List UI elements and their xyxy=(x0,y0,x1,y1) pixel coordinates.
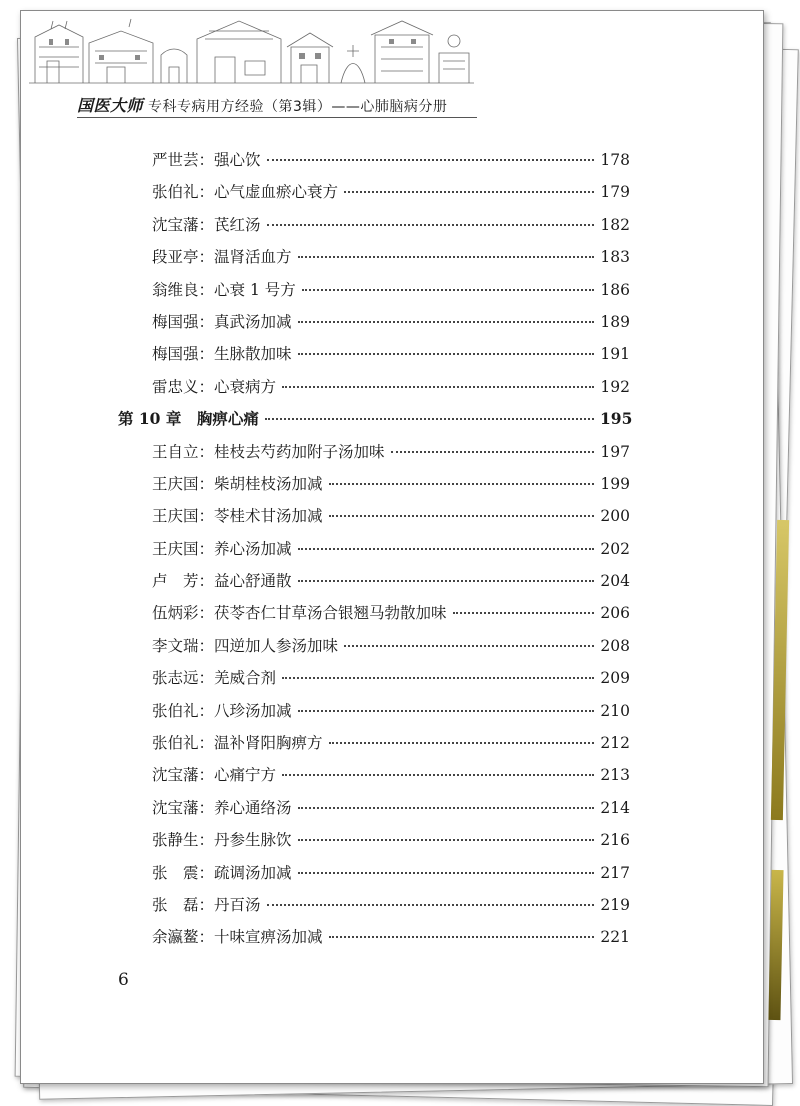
toc-formula-name: 温肾活血方 xyxy=(214,248,292,267)
dot-leader xyxy=(298,255,594,258)
toc-formula-name: 强心饮 xyxy=(214,151,261,169)
toc-entry-row xyxy=(118,925,630,957)
page-number: 6 xyxy=(118,970,129,990)
dot-leader xyxy=(265,417,594,420)
toc-separator: ： xyxy=(198,604,215,623)
toc-author: 李文瑞 xyxy=(152,636,199,655)
toc-entry-title xyxy=(152,180,338,202)
dot-leader xyxy=(298,547,594,550)
toc-page-number: 204 xyxy=(600,572,630,591)
toc-page-number: 195 xyxy=(600,409,633,429)
toc-author: 张伯礼 xyxy=(152,183,199,202)
toc-author: 王庆国 xyxy=(152,507,199,526)
toc-page-number: 216 xyxy=(600,831,630,850)
toc-author: 雷忠义 xyxy=(152,377,199,396)
toc-separator: ： xyxy=(198,928,215,947)
toc-entry-title xyxy=(152,537,292,559)
dot-leader xyxy=(391,450,594,453)
toc-page-number: 200 xyxy=(600,507,630,526)
toc-formula-name: 桂枝去芍药加附子汤加味 xyxy=(214,442,385,461)
toc-page-number: 214 xyxy=(600,798,630,817)
toc-chapter-row xyxy=(118,407,633,439)
toc-formula-name: 八珍汤加减 xyxy=(214,701,292,720)
toc-formula-name: 真武汤加减 xyxy=(214,312,292,331)
toc-formula-name: 四逆加人参汤加味 xyxy=(214,636,339,655)
toc-separator: ： xyxy=(198,151,215,169)
toc-entry-row xyxy=(118,310,630,342)
toc-entry-title xyxy=(152,699,292,721)
toc-formula-name: 心衰病方 xyxy=(214,377,277,396)
toc-entry-row xyxy=(118,634,630,666)
toc-author: 王庆国 xyxy=(152,474,199,493)
toc-entry-row xyxy=(118,699,630,731)
toc-entry-row xyxy=(118,893,630,925)
toc-entry-title xyxy=(152,472,323,494)
toc-page-number: 197 xyxy=(600,442,630,461)
dot-leader xyxy=(298,838,594,841)
toc-entry-row xyxy=(118,504,630,536)
toc-author: 张 磊 xyxy=(152,895,199,914)
toc-entry-title xyxy=(118,407,259,429)
toc-author: 卢 芳 xyxy=(152,572,199,591)
toc-entry-row xyxy=(118,763,630,795)
dot-leader xyxy=(282,385,594,388)
toc-author: 沈宝藩 xyxy=(152,215,199,234)
toc-separator: ： xyxy=(198,766,215,785)
toc-separator: ： xyxy=(198,895,215,914)
toc-separator: ： xyxy=(198,377,215,396)
toc-formula-name: 心气虚血瘀心衰方 xyxy=(214,183,339,202)
dot-leader xyxy=(344,190,594,193)
header-illustration xyxy=(29,17,474,85)
toc-separator xyxy=(181,409,197,428)
dot-leader xyxy=(329,935,594,938)
toc-entry-row xyxy=(118,245,630,277)
toc-separator: ： xyxy=(198,345,215,364)
toc-separator: ： xyxy=(198,507,215,526)
toc-entry-title xyxy=(152,861,292,883)
toc-author: 王自立 xyxy=(152,442,199,461)
toc-entry-title xyxy=(152,796,292,818)
toc-entry-row xyxy=(118,601,630,633)
toc-entry-title xyxy=(152,666,276,688)
toc-entry-row xyxy=(118,375,630,407)
toc-separator: ： xyxy=(198,280,215,299)
toc-entry-title xyxy=(152,310,292,332)
dot-leader xyxy=(302,288,594,291)
toc-formula-name: 生脉散加味 xyxy=(214,345,292,364)
toc-formula-name: 柴胡桂枝汤加减 xyxy=(214,474,323,493)
dot-leader xyxy=(267,158,594,161)
toc-page-number: 191 xyxy=(600,345,630,364)
toc-page-number: 210 xyxy=(600,701,630,720)
book-subtitle: 专科专病用方经验（第3辑）——心肺脑病分册 xyxy=(147,99,448,115)
toc-formula-name: 疏调汤加减 xyxy=(214,863,292,882)
dot-leader xyxy=(298,709,594,712)
toc-entry-row xyxy=(118,731,630,763)
toc-entry-title xyxy=(152,634,338,656)
toc-entry-row xyxy=(118,796,630,828)
toc-formula-name: 芪红汤 xyxy=(214,215,261,234)
toc-page-number: 219 xyxy=(600,895,630,914)
toc-author: 梅国强 xyxy=(152,345,199,364)
toc-separator: ： xyxy=(198,539,215,558)
toc-entry-row xyxy=(118,569,630,601)
dot-leader xyxy=(298,871,594,874)
toc-author: 张志远 xyxy=(152,669,199,688)
dot-leader xyxy=(344,644,594,647)
toc-page-number: 206 xyxy=(600,604,630,623)
toc-entry-row xyxy=(118,666,630,698)
toc-author: 翁维良 xyxy=(152,280,199,299)
toc-entry-title xyxy=(152,245,292,267)
toc-author: 余瀛鳌 xyxy=(152,928,199,947)
toc-page-number: 183 xyxy=(600,248,630,267)
toc-formula-name: 心衰 1 号方 xyxy=(214,280,296,299)
toc-author: 张 震 xyxy=(152,863,199,882)
toc-entry-row xyxy=(118,861,630,893)
toc-separator: ： xyxy=(198,863,215,882)
toc-entry-row xyxy=(118,278,630,310)
header-rule xyxy=(77,117,477,118)
toc-entry-title xyxy=(152,504,323,526)
toc-author: 张静生 xyxy=(152,831,199,850)
toc-entry-title xyxy=(152,731,323,753)
toc-entry-title xyxy=(152,440,385,462)
toc-formula-name: 心痛宁方 xyxy=(214,766,277,785)
toc-entry-title xyxy=(152,375,276,397)
dot-leader xyxy=(267,223,594,226)
toc-separator: ： xyxy=(198,669,215,688)
toc-entry-title xyxy=(152,213,261,235)
toc-formula-name: 丹百汤 xyxy=(214,895,261,914)
toc-entry-row xyxy=(118,440,630,472)
toc-formula-name: 养心汤加减 xyxy=(214,539,292,558)
toc-separator: ： xyxy=(198,734,215,753)
toc-page-number: 182 xyxy=(600,215,630,234)
toc-author: 段亚亭 xyxy=(152,248,199,267)
toc-author: 王庆国 xyxy=(152,539,199,558)
chapter-title: 胸痹心痛 xyxy=(196,409,259,429)
toc-entry-title xyxy=(152,925,323,947)
toc-entry-row xyxy=(118,342,630,374)
toc-page-number: 209 xyxy=(600,669,630,688)
dot-leader xyxy=(298,806,594,809)
toc-entry-row xyxy=(118,148,630,180)
toc-separator: ： xyxy=(198,442,215,461)
toc-page-number: 179 xyxy=(600,183,630,202)
dot-leader xyxy=(453,611,594,614)
dot-leader xyxy=(267,903,594,906)
toc-page-number: 212 xyxy=(600,734,630,753)
toc-entry-row xyxy=(118,472,630,504)
toc-separator: ： xyxy=(198,636,215,655)
toc-formula-name: 苓桂术甘汤加减 xyxy=(214,507,323,526)
toc-page-number: 202 xyxy=(600,539,630,558)
toc-entry-title xyxy=(152,893,261,915)
toc-formula-name: 丹参生脉饮 xyxy=(214,831,292,850)
toc-author: 严世芸 xyxy=(152,151,199,169)
dot-leader xyxy=(329,482,594,485)
toc-entry-title xyxy=(152,601,447,623)
toc-page-number: 192 xyxy=(600,377,630,396)
toc-formula-name: 养心通络汤 xyxy=(214,798,292,817)
toc-author: 张伯礼 xyxy=(152,701,199,720)
running-header xyxy=(77,93,477,116)
dot-leader xyxy=(298,352,594,355)
toc-formula-name: 羌威合剂 xyxy=(214,669,277,688)
dot-leader xyxy=(298,320,594,323)
toc-formula-name: 十味宣痹汤加减 xyxy=(214,928,323,947)
toc-entry-title xyxy=(152,763,276,785)
toc-formula-name: 益心舒通散 xyxy=(214,572,292,591)
toc-entry-row xyxy=(118,537,630,569)
toc-entry-row xyxy=(118,213,630,245)
toc-separator: ： xyxy=(198,572,215,591)
toc-entry-row xyxy=(118,180,630,212)
toc-separator: ： xyxy=(198,248,215,267)
toc-separator: ： xyxy=(198,215,215,234)
toc-author: 沈宝藩 xyxy=(152,798,199,817)
toc-entry-row xyxy=(118,828,630,860)
table-of-contents xyxy=(118,148,633,958)
toc-page-number: 186 xyxy=(600,280,630,299)
toc-entry-title xyxy=(152,148,261,170)
toc-entry-title xyxy=(152,569,292,591)
toc-page-number: 178 xyxy=(600,151,630,169)
toc-author: 梅国强 xyxy=(152,312,199,331)
toc-separator: ： xyxy=(198,701,215,720)
chapter-number: 第 10 章 xyxy=(118,409,182,429)
dot-leader xyxy=(329,741,594,744)
toc-page-number: 213 xyxy=(600,766,630,785)
dot-leader xyxy=(282,773,594,776)
dot-leader xyxy=(282,676,594,679)
toc-page-number: 199 xyxy=(600,474,630,493)
toc-entry-title xyxy=(152,278,296,300)
toc-page-number: 189 xyxy=(600,312,630,331)
toc-entry-title xyxy=(152,828,292,850)
series-brand: 国医大师 xyxy=(77,96,144,115)
dot-leader xyxy=(298,579,594,582)
toc-formula-name: 温补肾阳胸痹方 xyxy=(214,734,323,753)
toc-author: 沈宝藩 xyxy=(152,766,199,785)
toc-separator: ： xyxy=(198,183,215,202)
toc-author: 张伯礼 xyxy=(152,734,199,753)
toc-author: 伍炳彩 xyxy=(152,604,199,623)
dot-leader xyxy=(329,514,594,517)
toc-entry-title xyxy=(152,342,292,364)
toc-separator: ： xyxy=(198,831,215,850)
toc-separator: ： xyxy=(198,312,215,331)
toc-separator: ： xyxy=(198,798,215,817)
toc-separator: ： xyxy=(198,474,215,493)
toc-page-number: 217 xyxy=(600,863,630,882)
toc-page-number: 208 xyxy=(600,636,630,655)
toc-formula-name: 茯苓杏仁甘草汤合银翘马勃散加味 xyxy=(214,604,447,623)
toc-page-number: 221 xyxy=(600,928,630,947)
